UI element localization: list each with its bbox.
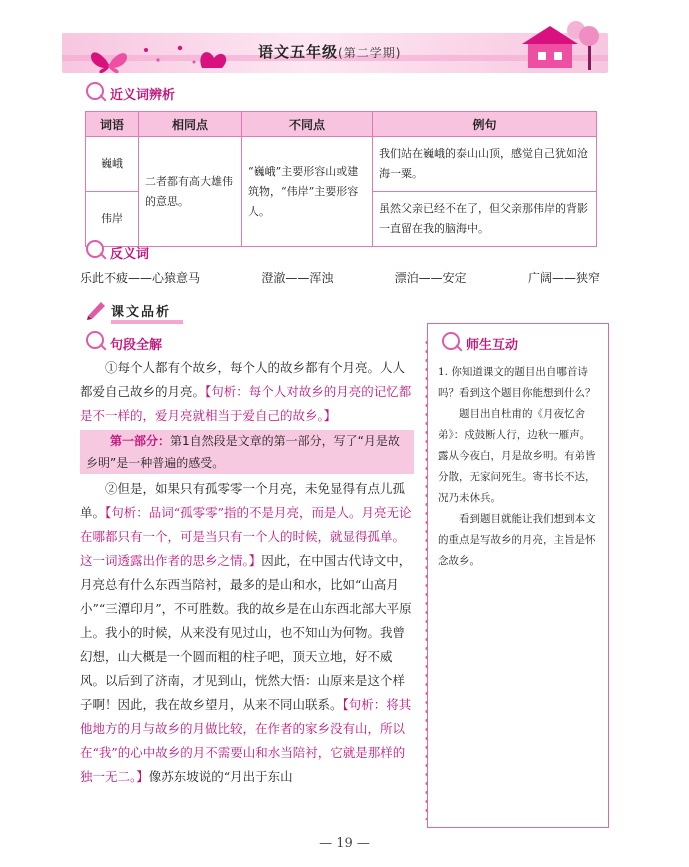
antonym-pair: 漂泊——安定 (394, 271, 467, 285)
difference-cell: “巍峨”主要形容山或建筑物，“伟岸”主要形容人。 (242, 137, 373, 247)
sidebar-heading: 师生互动 (466, 338, 519, 353)
common-cell: 二者都有高大雄伟的意思。 (139, 137, 242, 247)
column-header: 相同点 (139, 112, 242, 137)
sidebar-answer: 看到题目就能让我们想到本文的重点是写故乡的月亮，主旨是怀念故乡。 (438, 513, 596, 567)
summary-label: 第一部分： (110, 434, 171, 448)
sentence-note: 【句析：品词“孤零零”指的不是月亮，而是人。月亮无论在哪都只有一个，可是当只有一个人的时候，就显得孤单。这一词透露出作者的思乡之情。】 (80, 505, 412, 568)
table-header-row (86, 112, 597, 137)
magnifier-icon (86, 240, 104, 258)
paragraph-1 (80, 356, 414, 428)
antonym-pair: 乐此不疲——心猿意马 (80, 271, 201, 285)
paragraph-text: 因此，在中国古代诗文中，月亮总有什么东西当陪衬，最多的是山和水，比如“山高月小”“三潭印月”，不可胜数。我的故乡是在山东西北部大平原上。我小的时候，从来没有见过山，也不知山为何物。我曾幻想，山大概是一个圆而粗的柱子吧，顶天立地，好不威风。以后到了济南，才见到山，恍然大悟：山原来是这个样子啊！因此，我在故乡望月，从来不同山联系。 (80, 553, 412, 712)
paragraph-text: ①每个人都有个故乡，每个人的故乡都有个月亮。人人都爱自己故乡的月亮。 (80, 360, 406, 399)
synonyms-table (85, 111, 597, 247)
paragraph-2 (80, 477, 414, 789)
header-title-text: 语文五年级 (258, 43, 339, 61)
word-cell: 巍峨 (86, 137, 139, 192)
column-header: 例句 (373, 112, 597, 137)
magnifier-icon (442, 332, 460, 350)
teacher-student-sidebar (427, 323, 609, 828)
example-cell: 虽然父亲已经不在了，但父亲那伟岸的背影一直留在我的脑海中。 (373, 192, 597, 247)
paragraph-text: 像苏东坡说的“月出于东山 (148, 769, 293, 784)
page-header-title (258, 41, 401, 62)
sentence-note: 【句析：将其他地方的月与故乡的月做比较，在作者的家乡没有山，所以在“我”的心中故乡的月不需要山和水当陪衬，它就是那样的独一无二。】 (80, 697, 412, 784)
column-header: 词语 (86, 112, 139, 137)
paragraph-text: ②但是，如果只有孤零零一个月亮，未免显得有点儿孤单。 (80, 481, 406, 520)
house-decoration-icon (508, 18, 608, 74)
summary-text: 第1自然段是文章的第一部分，写了“月是故乡明”是一种普遍的感受。 (86, 434, 400, 470)
magnifier-icon (86, 82, 104, 100)
analysis-heading: 句段全解 (110, 338, 163, 353)
summary-box (80, 430, 414, 474)
antonym-pair: 澄澈——浑浊 (261, 271, 334, 285)
example-cell: 我们站在巍峨的泰山山顶，感觉自己犹如沧海一粟。 (373, 137, 597, 192)
sidebar-content (428, 354, 608, 572)
page-number: — 19 — (319, 836, 370, 851)
column-header: 不同点 (242, 112, 373, 137)
sidebar-question: 1. 你知道课文的题目出自哪首诗吗？看到这个题目你能想到什么？ (438, 366, 596, 399)
antonym-list (80, 269, 600, 286)
badge-underline (111, 320, 183, 324)
synonyms-heading: 近义词辨析 (110, 88, 176, 103)
sentence-note: 【句析：每个人对故乡的月亮的记忆都是不一样的，爱月亮就相当于爱自己的故乡。】 (80, 384, 412, 423)
analysis-body (80, 356, 414, 789)
antonyms-heading: 反义词 (110, 247, 150, 262)
word-cell: 伟岸 (86, 192, 139, 247)
antonym-pair: 广阔——狭窄 (527, 271, 600, 285)
lesson-badge-text: 课文品析 (111, 305, 172, 320)
butterfly-decoration-icon (84, 30, 234, 76)
header-subtitle: (第二学期) (338, 46, 402, 60)
sidebar-header (428, 328, 608, 354)
table-row (86, 137, 597, 192)
sidebar-answer: 题目出自杜甫的《月夜忆舍弟》：戍鼓断人行，边秋一雁声。露从今夜白，月是故乡明。有弟皆分散，无家问死生。寄书长不达，况乃未休兵。 (438, 408, 596, 504)
pen-icon (85, 298, 107, 320)
magnifier-icon (86, 331, 104, 349)
